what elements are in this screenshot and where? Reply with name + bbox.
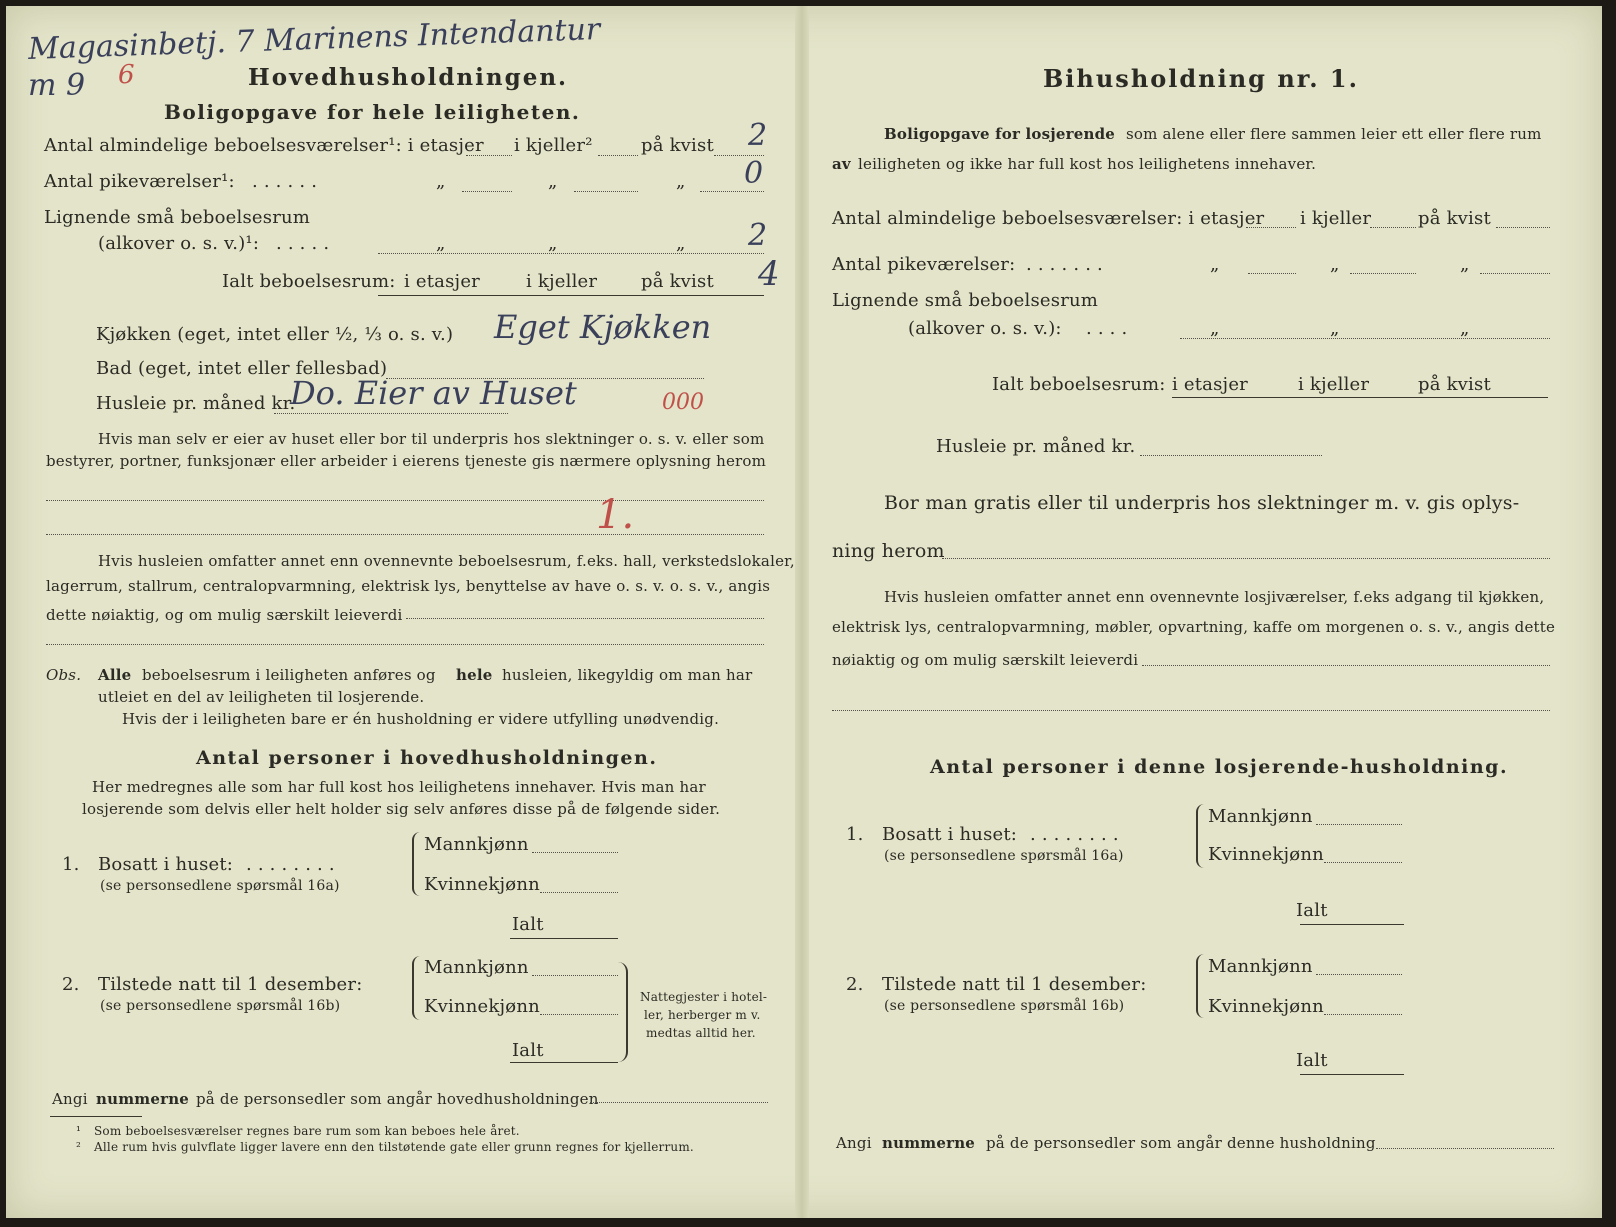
lodger-included-field-1[interactable] — [1142, 665, 1550, 666]
q1-male-field[interactable] — [532, 852, 618, 853]
lodger-q1-total-label: Ialt — [1296, 900, 1328, 921]
owner-note-field-2[interactable] — [46, 534, 764, 535]
lodger-total-etasjer: i etasjer — [1172, 374, 1248, 395]
rooms-kvist-label: på kvist — [641, 135, 714, 156]
q1-female-label: Kvinnekjønn — [424, 874, 540, 895]
ditto-mark: „ — [1460, 318, 1470, 339]
guests-note-line-2: ler, herberger m v. — [644, 1008, 761, 1022]
rooms-kvist-value: 2 — [748, 118, 768, 153]
lodger-q2-male-label: Mannkjønn — [1208, 956, 1313, 977]
lodger-total-label: Ialt beboelsesrum: — [992, 374, 1166, 395]
bath-label: Bad (eget, intet eller fellesbad) — [96, 358, 388, 379]
lodger-q1-total-field[interactable] — [1300, 924, 1404, 925]
lodger-q2-brace — [1196, 954, 1206, 1018]
persons-title: Antal personer i hovedhusholdningen. — [196, 747, 658, 769]
total-kvist-label: på kvist — [641, 271, 714, 292]
lodger-included-line-3: nøiaktig og om mulig særskilt leieverdi — [832, 651, 1139, 669]
lodger-total-kjeller: i kjeller — [1298, 374, 1370, 395]
lodger-kvist-field[interactable] — [1496, 227, 1550, 228]
lodger-rooms-label: Antal almindelige beboelsesværelser: i etasjer — [832, 208, 1265, 229]
lodger-included-line-2: elektrisk lys, centralopvarmning, møbler, opvartning, kaffe om morgenen o. s. v., angis dette — [832, 618, 1556, 636]
maid-kvist-field[interactable] — [700, 191, 764, 192]
guests-note-line-1: Nattegjester i hotel- — [640, 990, 768, 1004]
lodger-q2-total-field[interactable] — [1300, 1074, 1404, 1075]
lodger-q1-leader: . . . . . . . . — [1030, 824, 1119, 845]
lodger-persons-title: Antal personer i denne losjerende-husholdning. — [930, 756, 1509, 778]
numbers-field[interactable] — [590, 1102, 768, 1103]
included-note-line-2: lagerrum, stallrum, centralopvarmning, elektrisk lys, benyttelse av have o. s. v. o. s. v., angis — [46, 577, 771, 595]
footnote-rule — [50, 1116, 142, 1117]
q1-sublabel: (se personsedlene spørsmål 16a) — [100, 878, 340, 894]
small-rooms-sublabel: (alkover o. s. v.)¹: — [98, 233, 260, 254]
lodger-q1-sublabel: (se personsedlene spørsmål 16a) — [884, 848, 1124, 864]
footnote-2-marker: ² — [76, 1140, 82, 1154]
owner-note-field-1[interactable] — [46, 500, 764, 501]
lodger-intro-line-1: som alene eller flere sammen leier ett eller flere rum — [1126, 125, 1542, 143]
handwritten-red-mark: 6 — [118, 60, 135, 90]
included-note-line-1: Hvis husleien omfatter annet enn ovennevnte beboelsesrum, f.eks. hall, verkstedslokaler, — [98, 552, 795, 570]
handwritten-red-one: 1. — [596, 492, 635, 538]
ditto-mark: „ — [436, 171, 446, 192]
lodger-q2-number: 2. — [846, 974, 864, 995]
free-note-line-1: Bor man gratis eller til underpris hos slektninger m. v. gis oplys- — [884, 492, 1520, 514]
ditto-mark: „ — [436, 233, 446, 254]
total-rooms-value: 4 — [758, 254, 780, 294]
q2-sublabel: (se personsedlene spørsmål 16b) — [100, 998, 341, 1014]
footnote-1: Som beboelsesværelser regnes bare rum som kan beboes hele året. — [94, 1124, 520, 1138]
lodger-numbers-field[interactable] — [1376, 1148, 1554, 1149]
q2-total-field[interactable] — [510, 1062, 618, 1063]
lodger-maid-etasjer-field[interactable] — [1248, 273, 1296, 274]
lodger-q1-male-field[interactable] — [1316, 824, 1402, 825]
lodger-small-label: Lignende små beboelsesrum — [832, 290, 1099, 311]
owner-note-line-2: bestyrer, portner, funksjonær eller arbeider i eierens tjeneste gis nærmere oplysning herom — [46, 452, 767, 470]
numbers-label-a: Angi — [52, 1090, 88, 1108]
handwritten-mark: m 9 — [28, 68, 86, 103]
obs-label: Obs. — [46, 666, 82, 684]
lodger-q1-female-label: Kvinnekjønn — [1208, 844, 1324, 865]
lodger-intro-av: av — [832, 155, 851, 173]
lodger-q2-label: Tilstede natt til 1 desember: — [882, 974, 1147, 995]
rooms-etasjer-field[interactable] — [466, 155, 512, 156]
kitchen-label: Kjøkken (eget, intet eller ½, ⅓ o. s. v.) — [96, 324, 454, 345]
lodger-small-field[interactable] — [1180, 338, 1550, 339]
lodger-q2-female-field[interactable] — [1324, 1014, 1402, 1015]
q1-number: 1. — [62, 854, 80, 875]
lodger-included-line-1: Hvis husleien omfatter annet enn ovennevnte losjiværelser, f.eks adgang til kjøkken, — [884, 588, 1545, 606]
ditto-mark: „ — [1210, 318, 1220, 339]
small-rooms-value: 2 — [748, 218, 768, 253]
kitchen-value: Eget Kjøkken — [494, 308, 712, 346]
ditto-mark: „ — [676, 233, 686, 254]
rent-red-value: 000 — [662, 390, 704, 415]
lodger-numbers-a: Angi — [836, 1134, 872, 1152]
rooms-kjeller-label: i kjeller² — [514, 135, 593, 156]
maid-rooms-label: Antal pikeværelser¹: — [44, 171, 235, 192]
lodger-numbers-c: på de personsedler som angår denne husholdning — [986, 1134, 1376, 1152]
q2-male-field[interactable] — [532, 975, 618, 976]
lodger-q1-brace — [1196, 804, 1206, 868]
q2-guests-brace — [616, 962, 628, 1062]
obs-line-1-end: husleien, likegyldig om man har — [502, 666, 753, 684]
lodger-small-sublabel: (alkover o. s. v.): — [908, 318, 1062, 339]
numbers-label-b: nummerne — [96, 1090, 190, 1108]
q2-male-label: Mannkjønn — [424, 957, 529, 978]
lodger-q2-male-field[interactable] — [1316, 974, 1402, 975]
q2-female-field[interactable] — [540, 1014, 618, 1015]
lodger-numbers-b: nummerne — [882, 1134, 976, 1152]
persons-note-line-1: Her medregnes alle som har full kost hos leilighetens innehaver. Hvis man har — [92, 778, 706, 796]
lodger-rent-field[interactable] — [1140, 455, 1322, 456]
free-note-line-2: ning herom — [832, 540, 945, 562]
lodger-q1-male-label: Mannkjønn — [1208, 806, 1313, 827]
ditto-mark: „ — [1210, 254, 1220, 275]
lodger-q2-sublabel: (se personsedlene spørsmål 16b) — [884, 998, 1125, 1014]
maid-rooms-leader: . . . . . . — [252, 171, 318, 192]
lodger-small-leader: . . . . — [1086, 318, 1128, 339]
q1-female-field[interactable] — [540, 892, 618, 893]
ditto-mark: „ — [1330, 318, 1340, 339]
q1-total-field[interactable] — [510, 938, 618, 939]
lodger-kjeller-field[interactable] — [1370, 227, 1416, 228]
lodger-maid-kvist-field[interactable] — [1480, 273, 1550, 274]
page-fold — [795, 6, 809, 1218]
rent-label: Husleie pr. måned kr. — [96, 393, 296, 414]
rent-value: Do. Eier av Huset — [290, 374, 577, 412]
obs-hele: hele — [456, 666, 493, 684]
rent-field[interactable] — [274, 413, 508, 414]
lodger-total-kvist: på kvist — [1418, 374, 1491, 395]
q1-leader: . . . . . . . . — [246, 854, 335, 875]
rooms-row-label: Antal almindelige beboelsesværelser¹: i etasjer — [44, 135, 484, 156]
lodger-kjeller-label: i kjeller — [1300, 208, 1372, 229]
ditto-mark: „ — [548, 233, 558, 254]
footnote-1-marker: ¹ — [76, 1124, 82, 1138]
included-field-1[interactable] — [406, 618, 764, 619]
maid-etasjer-field[interactable] — [462, 191, 512, 192]
lodger-intro-bold: Boligopgave for losjerende — [884, 125, 1116, 143]
q2-brace — [412, 956, 422, 1020]
lodger-rent-label: Husleie pr. måned kr. — [936, 436, 1136, 457]
lodger-included-field-2[interactable] — [832, 710, 1550, 711]
obs-line-3: Hvis der i leiligheten bare er én husholdning er videre utfylling unødvendig. — [122, 710, 720, 728]
lodger-q2-female-label: Kvinnekjønn — [1208, 996, 1324, 1017]
ditto-mark: „ — [1330, 254, 1340, 275]
obs-line-2: utleiet en del av leiligheten til losjerende. — [98, 688, 425, 706]
ditto-mark: „ — [1460, 254, 1470, 275]
footnote-2: Alle rum hvis gulvflate ligger lavere enn den tilstøtende gate eller grunn regnes for kjellerrum. — [94, 1140, 694, 1154]
q1-total-label: Ialt — [512, 914, 544, 935]
lodger-intro-line-2: leiligheten og ikke har full kost hos leilighetens innehaver. — [858, 155, 1317, 173]
small-rooms-label: Lignende små beboelsesrum — [44, 207, 311, 228]
numbers-label-c: på de personsedler som angår hovedhusholdningen — [196, 1090, 599, 1108]
lodger-q1-number: 1. — [846, 824, 864, 845]
q2-female-label: Kvinnekjønn — [424, 996, 540, 1017]
q2-label: Tilstede natt til 1 desember: — [98, 974, 363, 995]
lodger-maid-leader: . . . . . . . — [1026, 254, 1103, 275]
sub-household-title: Bihusholdning nr. 1. — [1043, 64, 1359, 93]
included-note-line-3: dette nøiaktig, og om mulig særskilt leieverdi — [46, 606, 403, 624]
small-rooms-field[interactable] — [378, 253, 764, 254]
persons-note-line-2: losjerende som delvis eller helt holder sig selv anføres disse på de følgende sider. — [82, 800, 721, 818]
maid-kvist-value: 0 — [744, 156, 764, 191]
maid-kjeller-field[interactable] — [574, 191, 638, 192]
small-rooms-leader: . . . . . — [276, 233, 330, 254]
free-note-field[interactable] — [942, 558, 1550, 559]
obs-line-1: beboelsesrum i leiligheten anføres og — [142, 666, 436, 684]
lodger-etasjer-field[interactable] — [1246, 227, 1296, 228]
total-kjeller-label: i kjeller — [526, 271, 598, 292]
lodger-maid-label: Antal pikeværelser: — [832, 254, 1016, 275]
lodger-total-rule — [1172, 397, 1548, 398]
included-field-2[interactable] — [46, 644, 764, 645]
lodger-maid-kjeller-field[interactable] — [1350, 273, 1416, 274]
ditto-mark: „ — [676, 171, 686, 192]
total-etasjer-label: i etasjer — [404, 271, 480, 292]
lodger-q1-label: Bosatt i huset: — [882, 824, 1018, 845]
lodger-kvist-label: på kvist — [1418, 208, 1491, 229]
obs-alle: Alle — [98, 666, 132, 684]
main-household-subtitle: Boligopgave for hele leiligheten. — [164, 100, 581, 124]
total-rooms-label: Ialt beboelsesrum: — [222, 271, 396, 292]
q2-number: 2. — [62, 974, 80, 995]
handwritten-note-top-left: Magasinbetj. 7 Marinens Intendantur — [27, 12, 601, 67]
guests-note-line-3: medtas alltid her. — [646, 1026, 756, 1040]
owner-note-line-1: Hvis man selv er eier av huset eller bor til underpris hos slektninger o. s. v. eller som — [98, 430, 765, 448]
q1-label: Bosatt i huset: — [98, 854, 234, 875]
rooms-kjeller-field[interactable] — [598, 155, 638, 156]
ditto-mark: „ — [548, 171, 558, 192]
main-household-title: Hovedhusholdningen. — [248, 64, 569, 91]
total-rooms-rule — [378, 295, 764, 296]
q1-brace — [412, 832, 422, 896]
q2-total-label: Ialt — [512, 1040, 544, 1061]
lodger-q2-total-label: Ialt — [1296, 1050, 1328, 1071]
q1-male-label: Mannkjønn — [424, 834, 529, 855]
lodger-q1-female-field[interactable] — [1324, 862, 1402, 863]
